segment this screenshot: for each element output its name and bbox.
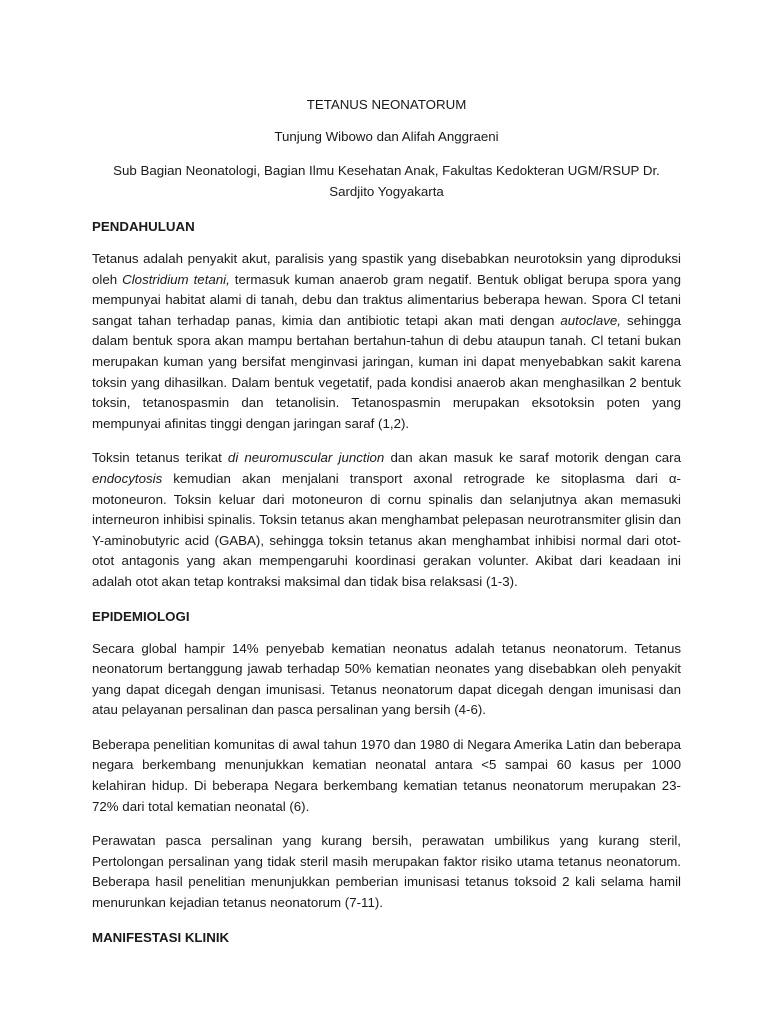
document-title: TETANUS NEONATORUM — [306, 97, 467, 112]
heading-epidemiologi: EPIDEMIOLOGI — [92, 608, 190, 624]
italic-term: Clostridium tetani, — [122, 271, 230, 287]
italic-term: autoclave, — [560, 312, 622, 328]
text-run: dan akan masuk ke saraf motorik dengan cara — [384, 450, 681, 466]
document-authors: Tunjung Wibowo dan Alifah Anggraeni — [274, 129, 499, 144]
italic-term: endocytosis — [92, 470, 163, 486]
text-run: kemudian akan menjalani transport axonal retrograde ke sitoplasma dari α-motoneuron. Toksin keluar dari motoneuron di cornu spinalis dan selanjutnya akan memasuki interneuron inhibisi spinalis. Toksin tetanus akan menghambat pelepasan neurotransmiter glisin dan Y-aminobutyric acid (GABA), sehingga toksin tetanus akan menghambat inhibisi normal dari otot-otot antagonis yang akan mempengaruhi koordinasi gerakan volunter. Akibat dari keadaan ini adalah otot akan tetap kontraksi maksimal dan tidak bisa relaksasi (1-3). — [92, 470, 681, 589]
pendahuluan-paragraph-2 — [92, 448, 681, 592]
heading-pendahuluan: PENDAHULUAN — [92, 219, 195, 234]
heading-manifestasi-klinik: MANIFESTASI KLINIK — [92, 929, 230, 945]
epidemiologi-paragraph-2: Beberapa penelitian komunitas di awal tahun 1970 dan 1980 di Negara Amerika Latin dan beberapa negara berkembang menunjukkan kematian neonatal antara <5 sampai 60 kasus per 1000 kelahiran hidup. Di beberapa Negara berkembang kematian tetanus neonatorum merupakan 23-72% dari total kematian neonatal (6). — [92, 736, 681, 814]
epidemiologi-paragraph-1: Secara global hampir 14% penyebab kematian neonatus adalah tetanus neonatorum. Tetanus neonatorum bertanggung jawab terhadap 50% kematian neonates yang disebabkan oleh penyakit yang dapat dicegah dengan imunisasi. Tetanus neonatorum dapat dicegah dengan imunisasi dan atau pelayanan persalinan dan pasca persalinan yang bersih (4-6). — [92, 640, 681, 718]
epidemiologi-paragraph-3: Perawatan pasca persalinan yang kurang bersih, perawatan umbilikus yang kurang steril, Pertolongan persalinan yang tidak steril masih merupakan faktor risiko utama tetanus neonatorum. Beberapa hasil penelitian menunjukkan pemberian imunisasi tetanus toksoid 2 kali selama hamil menurunkan kejadian tetanus neonatorum (7-11). — [92, 833, 681, 911]
text-run: Tetanus adalah penyakit akut, paralisis yang spastik yang disebabkan neurotoksin yang diproduksi oleh — [92, 251, 681, 287]
text-run: sehingga dalam bentuk spora akan mampu bertahan bertahun-tahun di debu ataupun tanah. Cl tetani bukan merupakan kuman yang bersifat menginvasi jaringan, kuman ini dapat menyebabkan sakit karena toksin yang dihasilkan. Dalam bentuk vegetatif, pada kondisi anaerob akan menghasilkan 2 bentuk toksin, tetanospasmin dan tetanolisin. Tetanospasmin merupakan eksotoksin poten yang mempunyai afinitas tinggi dengan jaringan saraf (1,2). — [92, 312, 682, 431]
italic-term: di neuromuscular junction — [227, 450, 385, 466]
pendahuluan-paragraph-1 — [92, 249, 681, 434]
document-affiliation: Sub Bagian Neonatologi, Bagian Ilmu Kesehatan Anak, Fakultas Kedokteran UGM/RSUP Dr. Sardjito Yogyakarta — [113, 163, 660, 199]
text-run: Toksin tetanus terikat — [92, 450, 228, 466]
text-run: termasuk kuman anaerob gram negatif. Bentuk obligat berupa spora yang mempunyai habitat alami di tanah, debu dan traktus alimentarius beberapa hewan. Spora Cl tetani sangat tahan terhadap panas, kimia dan antibiotic tetapi akan mati dengan — [92, 271, 681, 328]
